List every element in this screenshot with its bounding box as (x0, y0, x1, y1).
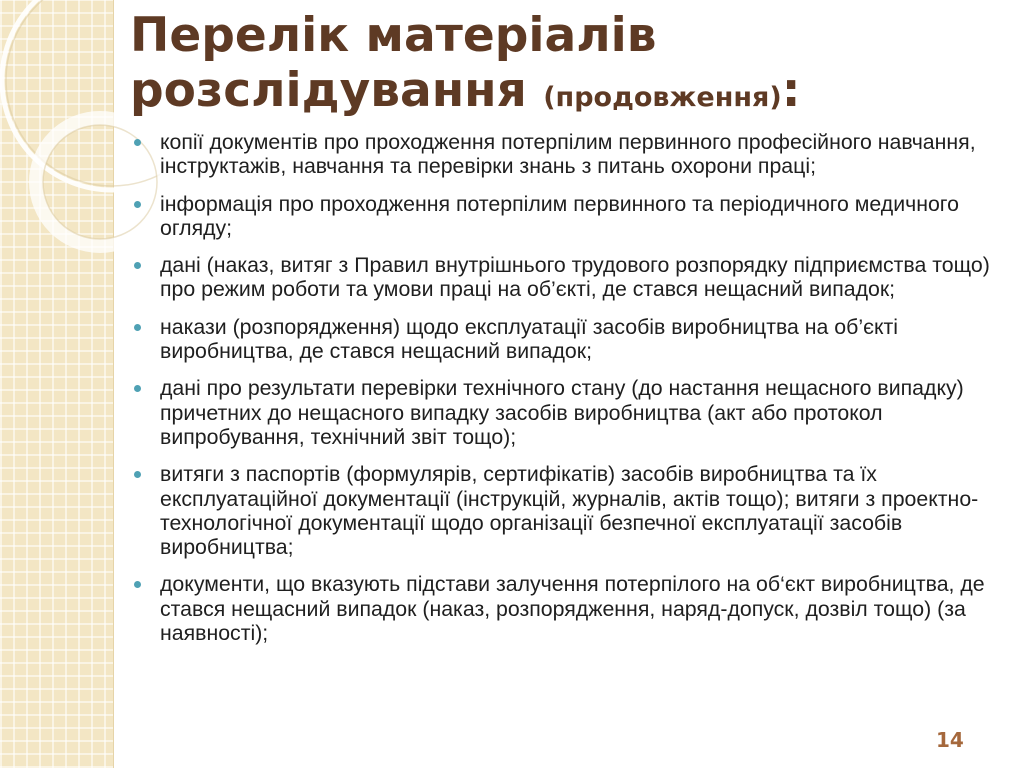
slide-title (130, 8, 1000, 125)
bullet-icon (134, 581, 141, 588)
list-item (130, 253, 1000, 302)
list-item (130, 315, 1000, 364)
list-item (130, 462, 1000, 559)
bullet-icon (134, 471, 141, 478)
list-item-text: інформація про проходження потерпілим первинного та періодичного медичного огляду; (160, 191, 959, 240)
list-item (130, 376, 1000, 449)
bullet-icon (134, 324, 141, 331)
list-item-text: документи, що вказують підстави залучення потерпілого на об‘єкт виробництва, де стався нещасний випадок (наказ, розпорядження, наряд-допуск, дозвіл тощо) (за наявності); (160, 572, 985, 646)
list-item (130, 130, 1000, 179)
title-colon: : (781, 63, 801, 118)
title-subtitle: (продовження) (543, 82, 782, 113)
list-item (130, 192, 1000, 241)
title-line-1: Перелік матеріалів (130, 8, 657, 63)
list-item-text: копії документів про проходження потерпілим первинного професійного навчання, інструктажів, навчання та перевірки знань з питань охорони праці; (160, 130, 976, 179)
title-line-2: розслідування (130, 63, 527, 118)
bullet-icon (134, 262, 141, 269)
page-number: 14 (936, 728, 964, 752)
slide-content (130, 130, 1000, 658)
list-item-text: дані про результати перевірки технічного стану (до настання нещасного випадку) причетних до нещасного випадку засобів виробництва (акт або протокол випробування, технічний звіт тощо); (160, 376, 964, 449)
list-item-text: накази (розпорядження) щодо експлуатації засобів виробництва на об’єкті виробництва, де стався нещасний випадок; (160, 314, 898, 364)
list-item-text: витяги з паспортів (формулярів, сертифікатів) засобів виробництва та їх експлуатаційної документації (інструкцій, журналів, актів тощо); витяги з проектно-технологічної документації щодо організації безпечної експлуатації засобів виробництва; (160, 462, 979, 560)
list-item (130, 572, 1000, 645)
bullet-icon (134, 385, 141, 392)
bullet-icon (134, 139, 141, 146)
bullet-icon (134, 201, 141, 208)
materials-list (130, 130, 1000, 645)
list-item-text: дані (наказ, витяг з Правил внутрішнього трудового розпорядку підприємства тощо) про режим роботи та умови праці на об’єкті, де стався нещасний випадок; (160, 253, 990, 302)
